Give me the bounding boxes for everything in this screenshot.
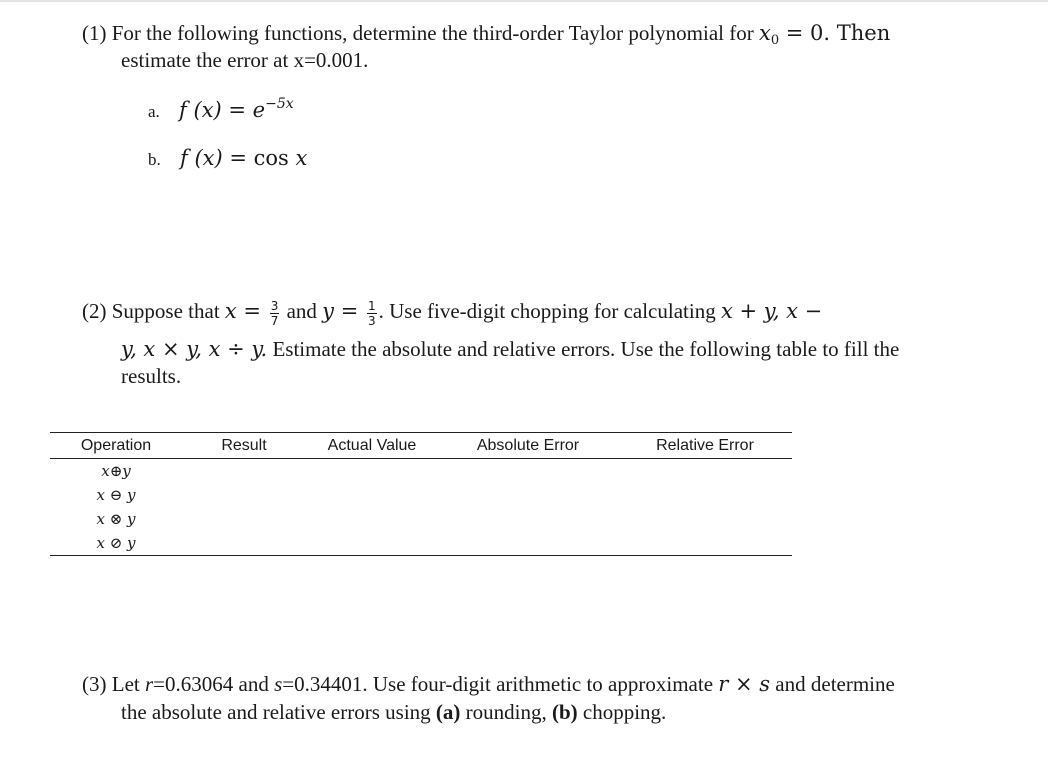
q1-x0-var: x <box>758 21 771 45</box>
cell-actual <box>306 507 438 531</box>
q1-item-a <box>148 96 294 123</box>
q1-item-b-label: b. <box>148 150 161 169</box>
q3-r-val: =0.63064 and <box>153 672 275 696</box>
q3-option-a: (a) <box>435 700 461 724</box>
q2-y-den: 3 <box>367 313 376 328</box>
cell-result <box>182 459 306 484</box>
question-2-line-2 <box>121 336 899 363</box>
q1-item-b-lhs: f (x) = <box>180 146 254 170</box>
q1-x0-sub: 0 <box>770 33 780 48</box>
q3-prefix: (3) Let <box>82 672 145 696</box>
q2-ops-line-1: x + y, x − <box>720 299 823 323</box>
question-3-line-2 <box>121 699 666 726</box>
q3-tail: and determine <box>775 672 895 696</box>
q1-item-b <box>148 146 307 171</box>
header-result: Result <box>182 433 306 459</box>
cell-absolute <box>438 483 618 507</box>
header-actual-value: Actual Value <box>306 433 438 459</box>
cell-relative <box>618 531 792 556</box>
q2-and: and <box>286 299 317 323</box>
q1-x0-rest: = 0. Then <box>779 21 891 45</box>
cell-relative <box>618 459 792 484</box>
q2-x-eq: x = <box>224 299 268 323</box>
q3-s-var: s <box>274 672 283 696</box>
table-row <box>50 507 792 531</box>
q2-y-eq: y = <box>322 299 365 323</box>
question-3-line-1 <box>82 671 895 698</box>
q3-option-b: (b) <box>551 700 578 724</box>
header-operation: Operation <box>50 433 182 459</box>
q3-s-val: =0.34401. Use four-digit arithmetic to approximate <box>282 672 714 696</box>
question-2-line-3: results. <box>121 364 182 388</box>
header-relative-error: Relative Error <box>618 433 792 459</box>
q1-prefix: (1) For the following functions, determine the third-order Taylor polynomial for <box>82 21 754 45</box>
q2-x-fraction <box>270 299 280 328</box>
q3-r-var: r <box>144 672 154 696</box>
row-operation-subtract: x ⊖ y <box>96 486 136 504</box>
cell-result <box>182 507 306 531</box>
row-operation-divide: x ⊘ y <box>50 531 182 556</box>
q1-item-a-exp: −5x <box>265 96 294 112</box>
row-operation-add: x⊕y <box>101 462 131 480</box>
cell-actual <box>306 483 438 507</box>
question-1-line-2: estimate the error at x=0.001. <box>121 48 369 72</box>
cell-result <box>182 483 306 507</box>
q3-chopping: chopping. <box>582 700 667 724</box>
cell-absolute <box>438 507 618 531</box>
q3-product: r × s <box>718 672 771 696</box>
q2-x-den: 7 <box>270 313 279 328</box>
cell-absolute <box>438 459 618 484</box>
table-row <box>50 459 792 484</box>
cell-relative <box>618 507 792 531</box>
q1-item-a-label: a. <box>148 102 160 121</box>
table-row <box>50 531 792 556</box>
q3-rounding: rounding, <box>465 700 547 724</box>
table-row <box>50 483 792 507</box>
table-header-row <box>50 433 792 459</box>
q2-y-fraction <box>367 299 377 328</box>
operations-table <box>50 432 792 556</box>
q2-y-num: 1 <box>367 298 376 313</box>
cell-relative <box>618 483 792 507</box>
header-absolute-error: Absolute Error <box>438 433 618 459</box>
cell-actual <box>306 459 438 484</box>
q1-item-a-lhs: f (x) = e <box>179 98 266 122</box>
q1-item-b-func: cos <box>253 146 289 170</box>
cell-result <box>182 531 306 556</box>
q2-line-2-rest: Estimate the absolute and relative errors. Use the following table to fill the <box>272 337 900 361</box>
q2-after: . Use five-digit chopping for calculating <box>378 299 716 323</box>
top-divider <box>0 0 1048 2</box>
cell-absolute <box>438 531 618 556</box>
cell-actual <box>306 531 438 556</box>
row-operation-multiply: x ⊗ y <box>96 510 136 528</box>
q3-line-2-a: the absolute and relative errors using <box>121 700 431 724</box>
q2-ops-line-2: y, x × y, x ÷ y. <box>121 337 268 361</box>
q2-x-num: 3 <box>270 298 279 313</box>
question-2-line-1 <box>82 298 822 328</box>
q2-prefix: (2) Suppose that <box>82 299 220 323</box>
q1-item-b-arg: x <box>288 146 308 170</box>
